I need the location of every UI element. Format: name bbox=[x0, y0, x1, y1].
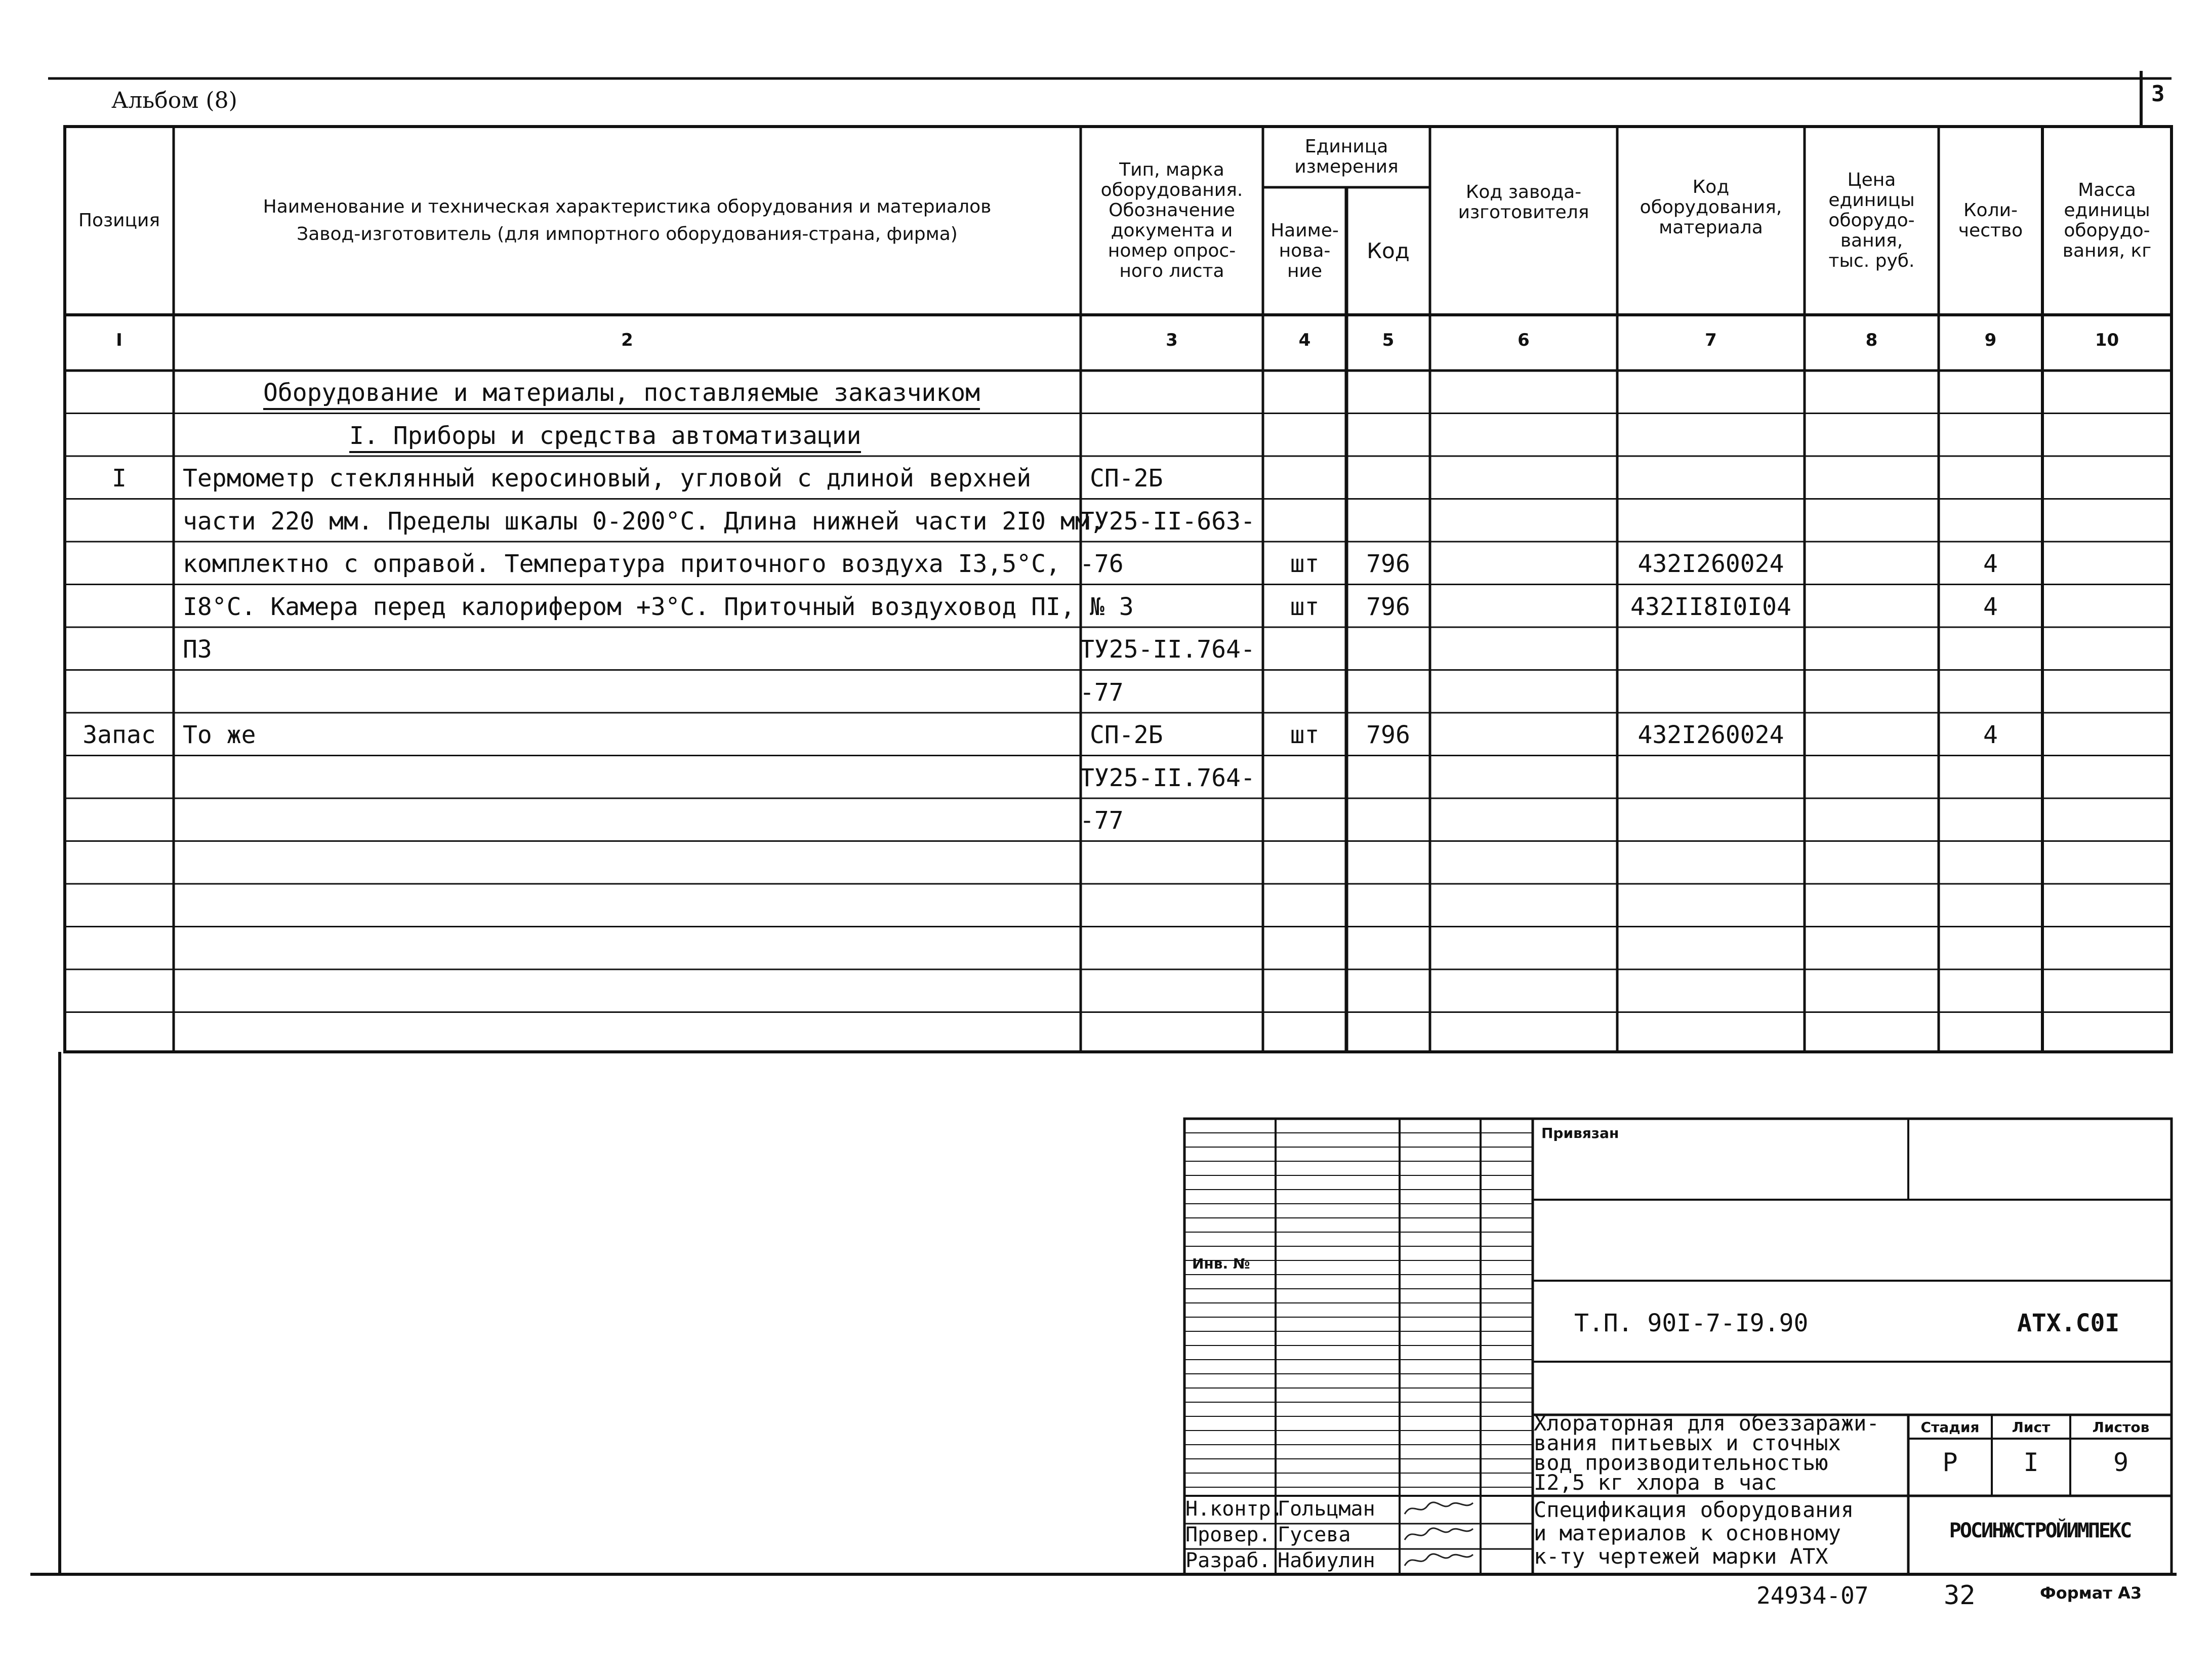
drawing-mark: АТХ.С0I bbox=[2017, 1309, 2120, 1337]
table-row bbox=[65, 798, 2172, 841]
sheets-label: Листов bbox=[2092, 1419, 2150, 1436]
row-name: части 220 мм. Пределы шкалы 0-200°С. Длина нижней части 2I0 мм, bbox=[183, 507, 1104, 536]
col-number-10: 10 bbox=[2095, 330, 2119, 350]
row-equipment-code: 432II8I0I04 bbox=[1630, 592, 1791, 621]
row-equipment-code: 432I260024 bbox=[1637, 721, 1784, 749]
col-number-5: 5 bbox=[1382, 330, 1395, 350]
table-row bbox=[65, 585, 2172, 628]
row-position: Запас bbox=[83, 721, 156, 749]
row-name: Термометр стеклянный керосиновый, угловой с длиной верхней bbox=[183, 464, 1032, 493]
row-name: I8°С. Камера перед калорифером +3°С. Приточный воздуховод ПI, bbox=[183, 592, 1075, 621]
col-header-price: Цена единицы оборудо- вания, тыс. руб. bbox=[1828, 170, 1915, 271]
table-row bbox=[65, 414, 2172, 457]
row-type: СП-2Б bbox=[1090, 464, 1163, 493]
col-number-3: 3 bbox=[1166, 330, 1178, 350]
table-row bbox=[65, 841, 2172, 884]
row-name: комплектно с оправой. Температура приточного воздуха I3,5°С, bbox=[183, 550, 1060, 578]
row-type: ТУ25-II.764- bbox=[1080, 635, 1255, 664]
stage-value: Р bbox=[1942, 1448, 1958, 1477]
signature-name: Гольцман bbox=[1278, 1497, 1375, 1521]
row-name: I. Приборы и средства автоматизации bbox=[349, 421, 861, 453]
table-row bbox=[65, 627, 2172, 670]
footer-page: 32 bbox=[1944, 1580, 1976, 1611]
col-number-4: 4 bbox=[1298, 330, 1311, 350]
table-row bbox=[65, 456, 2172, 499]
col-number-1: I bbox=[116, 330, 122, 350]
table-row bbox=[65, 713, 2172, 756]
row-type: ТУ25-II.764- bbox=[1080, 763, 1255, 792]
organization: РОСИНЖСТРОЙИМПЕКС bbox=[1949, 1519, 2131, 1542]
table-row bbox=[65, 670, 2172, 713]
col-header-unit-name: Наиме- нова- ние bbox=[1271, 220, 1339, 281]
signature-role: Разраб. bbox=[1185, 1549, 1271, 1572]
table-row bbox=[65, 542, 2172, 585]
sheet-value: I bbox=[2023, 1448, 2039, 1477]
sheet-label: Лист bbox=[2012, 1419, 2051, 1436]
row-unit: шт bbox=[1290, 721, 1320, 749]
sheets-value: 9 bbox=[2113, 1448, 2129, 1477]
inv-no-label: Инв. № bbox=[1192, 1255, 1250, 1272]
row-name: П3 bbox=[183, 635, 212, 664]
row-type: -77 bbox=[1080, 806, 1124, 835]
table-row bbox=[65, 927, 2172, 970]
privyazan-label: Привязан bbox=[1541, 1125, 1619, 1141]
row-type: -77 bbox=[1080, 678, 1124, 707]
document-code: Т.П. 90I-7-I9.90 bbox=[1574, 1309, 1809, 1337]
row-type: № 3 bbox=[1090, 592, 1134, 621]
col-header-quantity: Коли- чество bbox=[1958, 200, 2023, 241]
col-header-factory-code: Код завода- изготовителя bbox=[1458, 182, 1589, 223]
corner-mark: 3 bbox=[2151, 81, 2165, 107]
col-number-7: 7 bbox=[1705, 330, 1717, 350]
col-header-equipment-code: Код оборудования, материала bbox=[1640, 177, 1782, 238]
row-unit-code: 796 bbox=[1366, 592, 1410, 621]
row-name: То же bbox=[183, 721, 256, 749]
col-number-2: 2 bbox=[621, 330, 633, 350]
row-type: ТУ25-II-663- bbox=[1080, 507, 1255, 536]
table-row bbox=[65, 1012, 2172, 1055]
stage-label: Стадия bbox=[1920, 1419, 1980, 1436]
table-row bbox=[65, 969, 2172, 1012]
signature-name: Набиулин bbox=[1278, 1549, 1375, 1572]
handwritten-signature bbox=[1402, 1496, 1478, 1520]
handwritten-signature bbox=[1402, 1522, 1478, 1546]
row-name: Оборудование и материалы, поставляемые заказчиком bbox=[263, 378, 980, 410]
col-number-6: 6 bbox=[1518, 330, 1530, 350]
col-header-unit-code: Код bbox=[1367, 238, 1410, 263]
table-row bbox=[65, 756, 2172, 799]
signature-role: Н.контр. bbox=[1185, 1497, 1283, 1521]
col-number-8: 8 bbox=[1865, 330, 1878, 350]
row-quantity: 4 bbox=[1983, 592, 1998, 621]
col-number-9: 9 bbox=[1984, 330, 1997, 350]
signature-name: Гусева bbox=[1278, 1523, 1351, 1546]
row-unit: шт bbox=[1290, 550, 1320, 578]
table-row bbox=[65, 371, 2172, 414]
project-title: Хлораторная для обеззаражи- вания питьевых и сточных вод производительностью I2,5 кг хлора в час bbox=[1534, 1411, 1879, 1495]
row-equipment-code: 432I260024 bbox=[1637, 550, 1784, 578]
sheet-title: Спецификация оборудования и материалов к основному к-ту чертежей марки АТХ bbox=[1534, 1497, 1854, 1569]
row-type: -76 bbox=[1080, 550, 1124, 578]
col-header-position: Позиция bbox=[78, 210, 160, 231]
col-header-mass: Масса единицы оборудо- вания, кг bbox=[2062, 180, 2152, 261]
row-unit-code: 796 bbox=[1366, 550, 1410, 578]
footer-format: Формат А3 bbox=[2040, 1583, 2142, 1603]
footer-number: 24934-07 bbox=[1756, 1582, 1869, 1609]
table-row bbox=[65, 499, 2172, 542]
col-header-name: Наименование и техническая характеристика оборудования и материалов Завод-изготовитель (для импортного оборудования-страна, фирма) bbox=[263, 196, 992, 244]
col-header-unit-group: Единица измерения bbox=[1294, 136, 1399, 177]
row-type: СП-2Б bbox=[1090, 721, 1163, 749]
signature-role: Провер. bbox=[1185, 1523, 1271, 1546]
col-header-type: Тип, марка оборудования. Обозначение документа и номер опрос- ного листа bbox=[1100, 159, 1243, 281]
row-quantity: 4 bbox=[1983, 721, 1998, 749]
row-unit-code: 796 bbox=[1366, 721, 1410, 749]
row-quantity: 4 bbox=[1983, 550, 1998, 578]
row-unit: шт bbox=[1290, 592, 1320, 621]
table-row bbox=[65, 884, 2172, 927]
handwritten-signature bbox=[1402, 1547, 1478, 1572]
row-position: I bbox=[112, 464, 127, 493]
album-label: Альбом (8) bbox=[111, 88, 237, 113]
